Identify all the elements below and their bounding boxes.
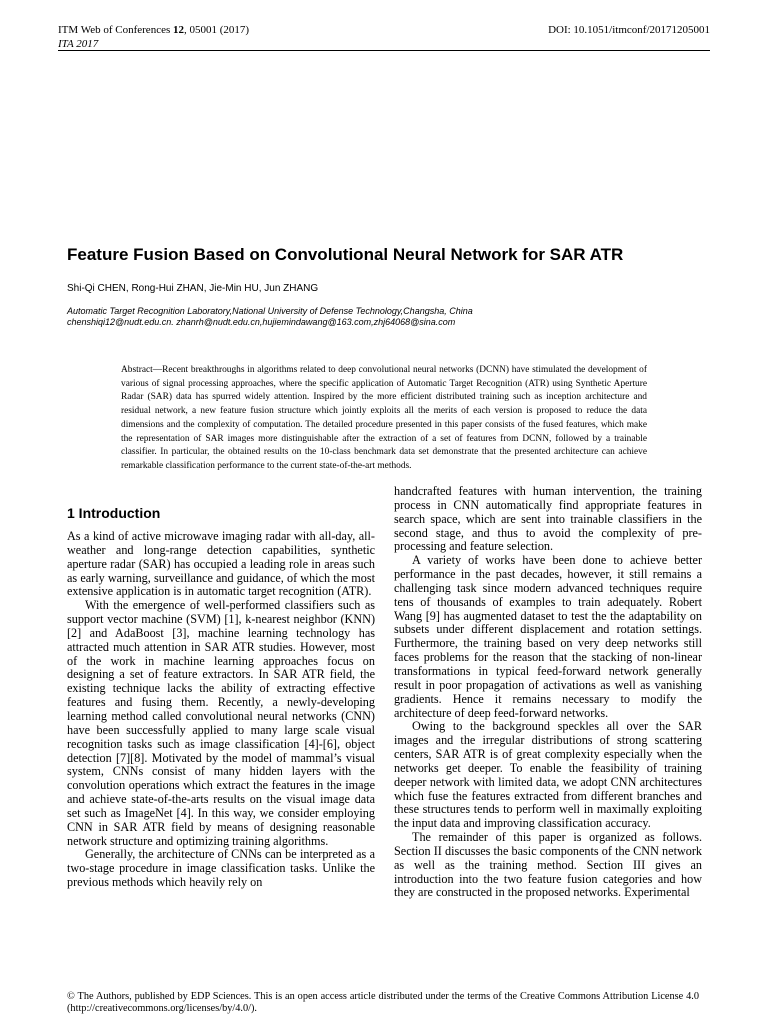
paragraph: As a kind of active microwave imaging radar with all-day, all-weather and long-range detection capabilities, synthetic aperture radar (SAR) has occupied a leading role in areas such as early warning, surveillance and guidance, of which the most extensive application is in automatic target recognition (ATR).: [67, 529, 375, 599]
paper-title: Feature Fusion Based on Convolutional Neural Network for SAR ATR: [67, 245, 624, 264]
section-heading: 1 Introduction: [67, 505, 161, 521]
left-column: [67, 530, 375, 890]
paragraph: With the emergence of well-performed classifiers such as support vector machine (SVM) [1], k-nearest neighbor (KNN) [2] and AdaBoost [3], machine learning technology has attracted much attention in SAR ATR studies. However, most of the work in machine learning approaches focus on designing a set of feature extractors. In SAR ATR field, the existing technique lacks the ability of extracting effective features and fusing them. Recently, a newly-developing learning method called convolutional neural networks (CNN) have been successfully applied to many large scale visual recognition tasks such as image classification [4]-[6], object detection [7][8]. Motivated by the model of mammal’s visual system, CNNs consist of many hidden layers with the convolution operations which extract the features in the image and achieve state-of-the-arts results on the visual image data set such as ImageNet [4]. In this way, we consider employing CNN in SAR ATR field by means of designing reasonable network structure and optimizing training algorithms.: [67, 598, 375, 848]
affiliation-block: [67, 306, 687, 328]
conference-name: ITA 2017: [58, 38, 99, 50]
volume-number: 12: [172, 24, 184, 36]
abstract: Abstract—Recent breakthroughs in algorithms related to deep convolutional neural networks (DCNN) have stimulated the development of various of signal processing approaches, where the specific application of Automatic Target Recognition (ATR) using Synthetic Aperture Radar (SAR) data has spurred widely attention. Inspired by the more efficient distributed training such as inception architecture and residual network, a new feature fusion structure which jointly exploits all the merits of each version is proposed to reduce the data dimensions and the complexity of computation. The detailed procedure presented in this paper consists of the fused features, which make the representation of SAR images more distinguishable after the extraction of a set of features from DCNN, followed by a trainable classifier. In particular, the obtained results on the 10-class benchmark data set demonstrate that the presented architecture can achieve remarkable classification performance to the current state-of-the-art methods.: [121, 365, 647, 471]
paragraph: A variety of works have been done to achieve better performance in the past decades, however, it still remains a challenging task since modern advanced techniques require tens of thousands of examples to train adequately. Robert Wang [9] has augmented dataset to test the the adaptability on subsets under different displacement and rotation settings. Furthermore, the training based on very deep networks still faces problems for the reason that the stacking of non-linear transformations in typical feed-forward network generally result in poor propagation of activations as well as vanishing gradients. Hence it remains necessary to modify the architecture of deep feed-forward networks.: [394, 553, 702, 720]
journal-name: ITM Web of Conferences: [58, 24, 173, 36]
license-footnote: © The Authors, published by EDP Sciences. This is an open access article distributed under the terms of the Creative Commons Attribution License 4.0 (http://creativecommons.org/licenses/by/4.0/).: [67, 991, 699, 1014]
paragraph: Owing to the background speckles all over the SAR images and the irregular distributions of strong scattering centers, SAR ATR is of great complexity especially when the networks get deeper. To enable the feasibility of training deeper network with limited data, we adopt CNN architectures which fuse the features extracted from different branches and these structures tends to perform well in maximally exploiting the input data and improving classification accuracy.: [394, 719, 702, 831]
paragraph: The remainder of this paper is organized as follows. Section II discusses the basic components of the CNN network as well as the training method. Section III gives an introduction into the two feature fusion categories and how they are constructed in the proposed networks. Experimental: [394, 830, 702, 900]
affiliation: Automatic Target Recognition Laboratory,National University of Defense Technology,Changsha, China: [67, 306, 473, 316]
paragraph: Generally, the architecture of CNNs can be interpreted as a two-stage procedure in image classification tasks. Unlike the previous methods which heavily rely on: [67, 847, 375, 890]
doi[interactable]: DOI: 10.1051/itmconf/20171205001: [548, 24, 710, 36]
journal-citation: [58, 24, 249, 37]
author-list: Shi-Qi CHEN, Rong-Hui ZHAN, Jie-Min HU, Jun ZHANG: [67, 283, 319, 294]
paragraph: handcrafted features with human intervention, the training process in CNN automatically find appropriate features in search space, which are sent into trainable classifiers in the second stage, and thus to avoid the complexity of pre-processing and feature selection.: [394, 484, 702, 554]
article-number: , 05001 (2017): [183, 24, 250, 36]
right-column: [394, 485, 702, 900]
author-emails: chenshiqi12@nudt.edu.cn. zhanrh@nudt.edu.cn,hujiemindawang@163.com,zhj64068@sina.com: [67, 317, 456, 327]
header-rule: [58, 50, 710, 51]
